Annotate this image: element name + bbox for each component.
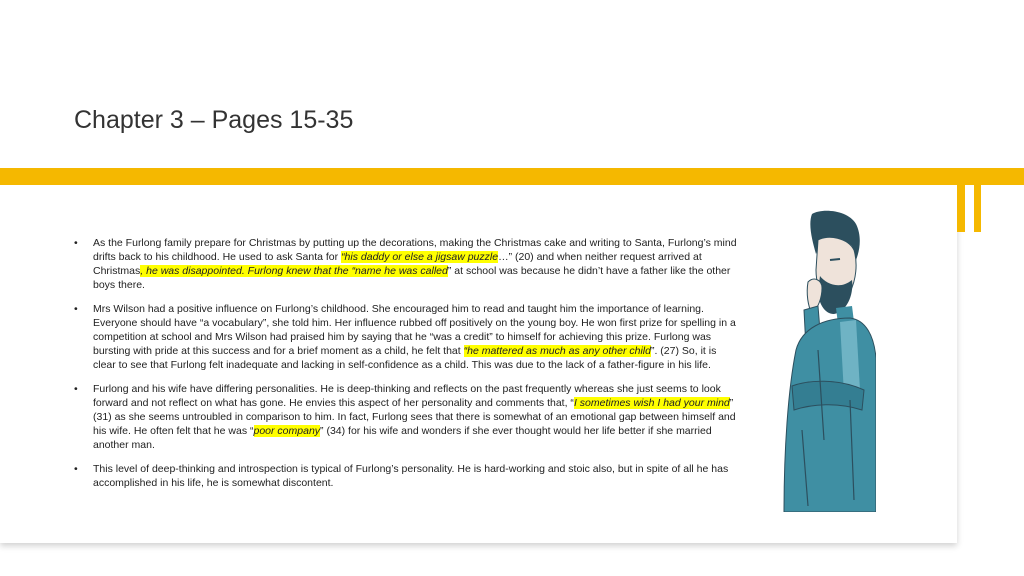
bullet-text: Mrs Wilson had a positive influence on Furlong’s childhood. She encouraged him to read and taught him the importance of learning. Everyone should have “a vocabulary”, she told him. Her influence rubbed off positively on the young boy. He won first prize for spelling in a competition at school and Mrs Wilson had praised him by saying that he “was a credit” to himself for achieving this prize. Furlong was bursting with pride at this success and for a brief moment as a child, he felt that bbox=[93, 303, 736, 357]
highlighted-quote: I sometimes wish I had your mind bbox=[573, 397, 730, 409]
bullet-text: ” (31) as she seems untroubled in comparison to him. In fact, Furlong sees that there is somewhat of an emotional gap between himself and his wife. He often felt that he was “ bbox=[93, 397, 736, 437]
eye-mark bbox=[830, 259, 840, 260]
jacket-shape bbox=[784, 318, 876, 512]
bullet-item bbox=[74, 462, 738, 490]
highlighted-quote: poor company bbox=[253, 425, 321, 437]
bullet-text: …” (20) and when neither request arrived at Christmas bbox=[93, 251, 702, 277]
bullet-text: ” (34) for his wife and wonders if she ever thought would her life better if she married another man. bbox=[93, 425, 712, 451]
bullet-text: This level of deep-thinking and introspection is typical of Furlong’s personality. He is hard-working and stoic also, but in spite of all he has accomplished in his life, he is somewhat discontent. bbox=[93, 463, 729, 489]
bullet-dot: • bbox=[74, 237, 78, 249]
thinking-man-illustration bbox=[778, 210, 876, 512]
bullet-text: ” at school was because he didn’t have a father like the other boys there. bbox=[93, 265, 731, 291]
bullet-item bbox=[74, 302, 738, 372]
bullet-text: Furlong and his wife have differing personalities. He is deep-thinking and reflects on the past frequently whereas she just seems to look forward and not reflect on what has gone. He envies this aspect of her personality and comments that, “ bbox=[93, 383, 721, 409]
bullet-text: As the Furlong family prepare for Christmas by putting up the decorations, making the Christmas cake and writing to Santa, Furlong’s mind drifts back to his childhood. He used to ask Santa for bbox=[93, 237, 737, 263]
slide-title: Chapter 3 – Pages 15-35 bbox=[74, 106, 354, 134]
bullet-dot: • bbox=[74, 303, 78, 315]
bullet-dot: • bbox=[74, 463, 78, 475]
bullet-dot: • bbox=[74, 383, 78, 395]
highlighted-quote: , he was disappointed. Furlong knew that the “name he was called bbox=[140, 265, 448, 277]
bullet-list bbox=[74, 236, 738, 500]
accent-band bbox=[0, 168, 1024, 185]
bullet-item bbox=[74, 382, 738, 452]
accent-bar-left bbox=[957, 168, 965, 232]
bullet-text: ”. (27) So, it is clear to see that Furlong felt inadequate and lacking in self-confidence as a child. This was due to the lack of a father-figure in his life. bbox=[93, 345, 717, 371]
highlighted-quote: “he mattered as much as any other child bbox=[463, 345, 651, 357]
bullet-item bbox=[74, 236, 738, 292]
highlighted-quote: “his daddy or else a jigsaw puzzle bbox=[341, 251, 499, 263]
accent-bar-right bbox=[974, 168, 981, 232]
